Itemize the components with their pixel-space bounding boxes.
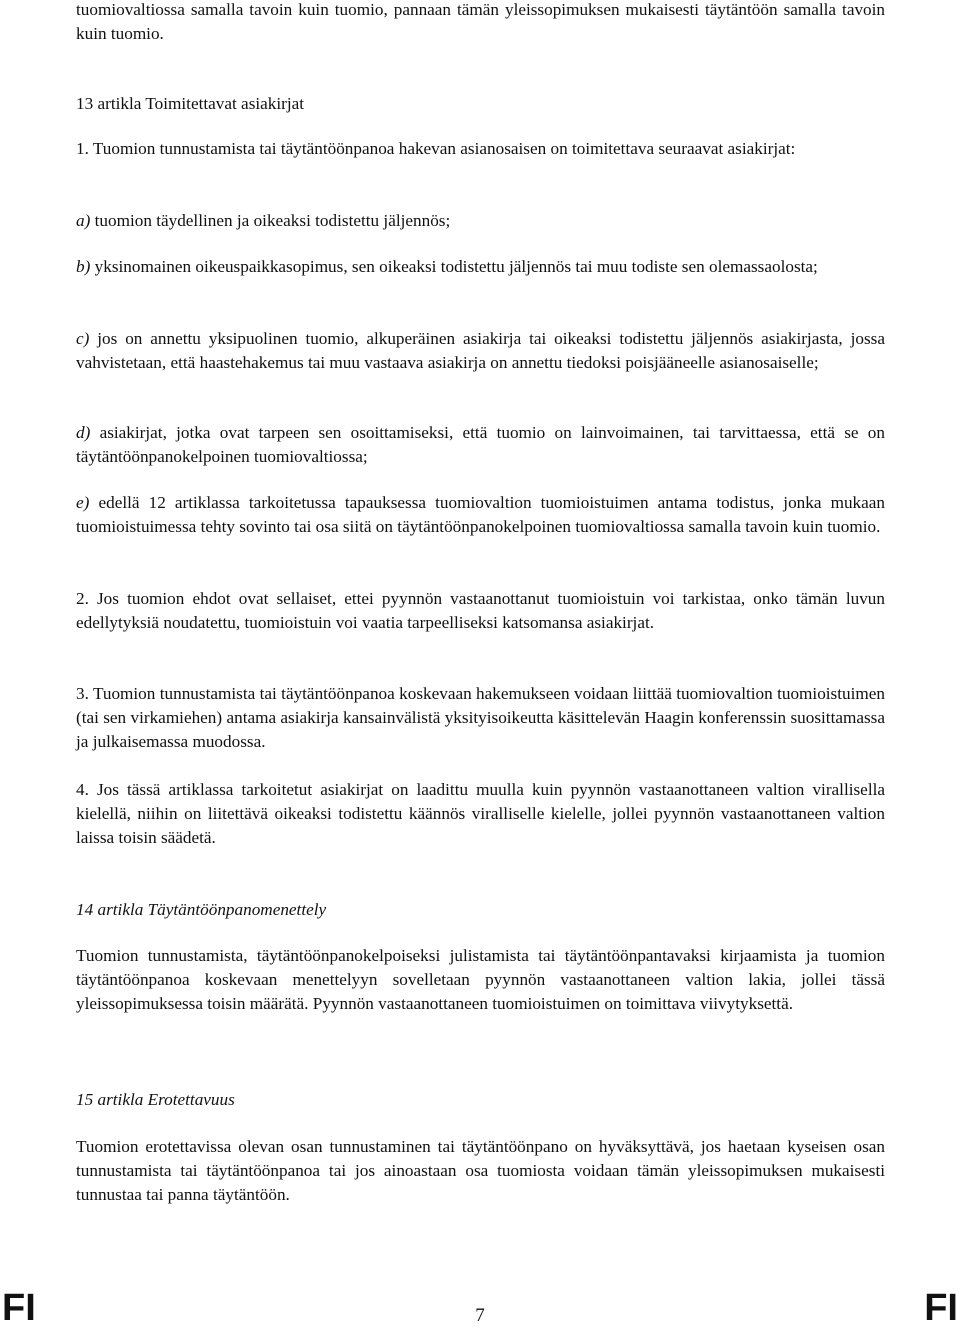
article-13-paragraph-1: 1. Tuomion tunnustamista tai täytäntöönpanoa hakevan asianosaisen on toimitettava seuraavat asiakirjat: (76, 139, 796, 158)
list-item-a-label: a) (76, 211, 91, 230)
article-14-heading: 14 artikla Täytäntöönpanomenettely (76, 900, 327, 919)
article-13-paragraph-2: 2. Jos tuomion ehdot ovat sellaiset, ettei pyynnön vastaanottanut tuomioistuin voi tarkistaa, onko tämän luvun edellytyksiä noudatettu, tuomioistuin voi vaatia tarpeelliseksi katsomansa asiakirjat. (76, 589, 885, 633)
list-item-d (76, 421, 885, 469)
article-15-paragraph: Tuomion erotettavissa olevan osan tunnustaminen tai täytäntöönpano on hyväksyttävä, jos haetaan kyseisen osan tunnustamista tai täytäntöönpanoa tai jos ainoastaan osa tuomiosta voidaan tämän yleissopimuksen mukaisesti tunnustaa tai panna täytäntöön. (76, 1137, 885, 1205)
list-item-c-text: jos on annettu yksipuolinen tuomio, alkuperäinen asiakirja tai oikeaksi todistettu jäljennös asiakirjasta, jossa vahvistetaan, että haastehakemus tai muu vastaava asiakirja on annettu tiedoksi poisjääneelle asianosaiselle; (76, 329, 885, 373)
list-item-b-label: b) (76, 257, 91, 276)
list-item-d-label: d) (76, 423, 91, 442)
article-15-heading: 15 artikla Erotettavuus (76, 1090, 235, 1109)
list-item-c-label: c) (76, 329, 90, 348)
list-item-a (76, 209, 885, 233)
article-14-paragraph: Tuomion tunnustamista, täytäntöönpanokelpoiseksi julistamista tai täytäntöönpantavaksi kirjaamista ja tuomion täytäntöönpanoa koskevaan menettelyyn sovelletaan pyynnön vastaanottaneen valtion lakia, jollei tässä yleissopimuksessa toisin määrätä. Pyynnön vastaanottaneen tuomioistuimen on toimittava viivytyksettä. (76, 946, 885, 1014)
article-13-heading: 13 artikla Toimitettavat asiakirjat (76, 94, 305, 113)
footer-language-mark-left: FI (2, 1287, 36, 1329)
list-item-c (76, 327, 885, 375)
list-item-d-text: asiakirjat, jotka ovat tarpeen sen osoittamiseksi, että tuomio on lainvoimainen, tai tarvittaessa, että se on täytäntöönpanokelpoinen tuomiovaltiossa; (76, 423, 885, 467)
list-item-e-label: e) (76, 493, 90, 512)
list-item-e (76, 491, 885, 539)
list-item-e-text: edellä 12 artiklassa tarkoitetussa tapauksessa tuomiovaltion tuomioistuimen antama todistus, jonka mukaan tuomioistuimessa tehty sovinto tai osa siitä on täytäntöönpanokelpoinen tuomiovaltiossa samalla tavoin kuin tuomio. (76, 493, 885, 537)
intro-paragraph: tuomiovaltiossa samalla tavoin kuin tuomio, pannaan tämän yleissopimuksen mukaisesti täytäntöön samalla tavoin kuin tuomio. (76, 0, 885, 44)
article-13-paragraph-4: 4. Jos tässä artiklassa tarkoitetut asiakirjat on laadittu muulla kuin pyynnön vastaanottaneen valtion virallisella kielellä, niihin on liitettävä oikeaksi todistettu käännös viralliselle kielelle, jollei pyynnön vastaanottaneen valtion laissa toisin säädetä. (76, 780, 885, 848)
list-item-b (76, 255, 885, 279)
list-item-a-text: tuomion täydellinen ja oikeaksi todistettu jäljennös; (90, 211, 451, 230)
list-item-b-text: yksinomainen oikeuspaikkasopimus, sen oikeaksi todistettu jäljennös tai muu todiste sen olemassaolosta; (90, 257, 818, 276)
footer-language-mark-right: FI (924, 1287, 958, 1329)
page-number: 7 (475, 1305, 485, 1326)
article-13-paragraph-3: 3. Tuomion tunnustamista tai täytäntöönpanoa koskevaan hakemukseen voidaan liittää tuomiovaltion tuomioistuimen (tai sen virkamiehen) antama asiakirja kansainvälistä yksityisoikeutta käsittelevän Haagin konferenssin suosittamassa ja julkaisemassa muodossa. (76, 684, 885, 752)
